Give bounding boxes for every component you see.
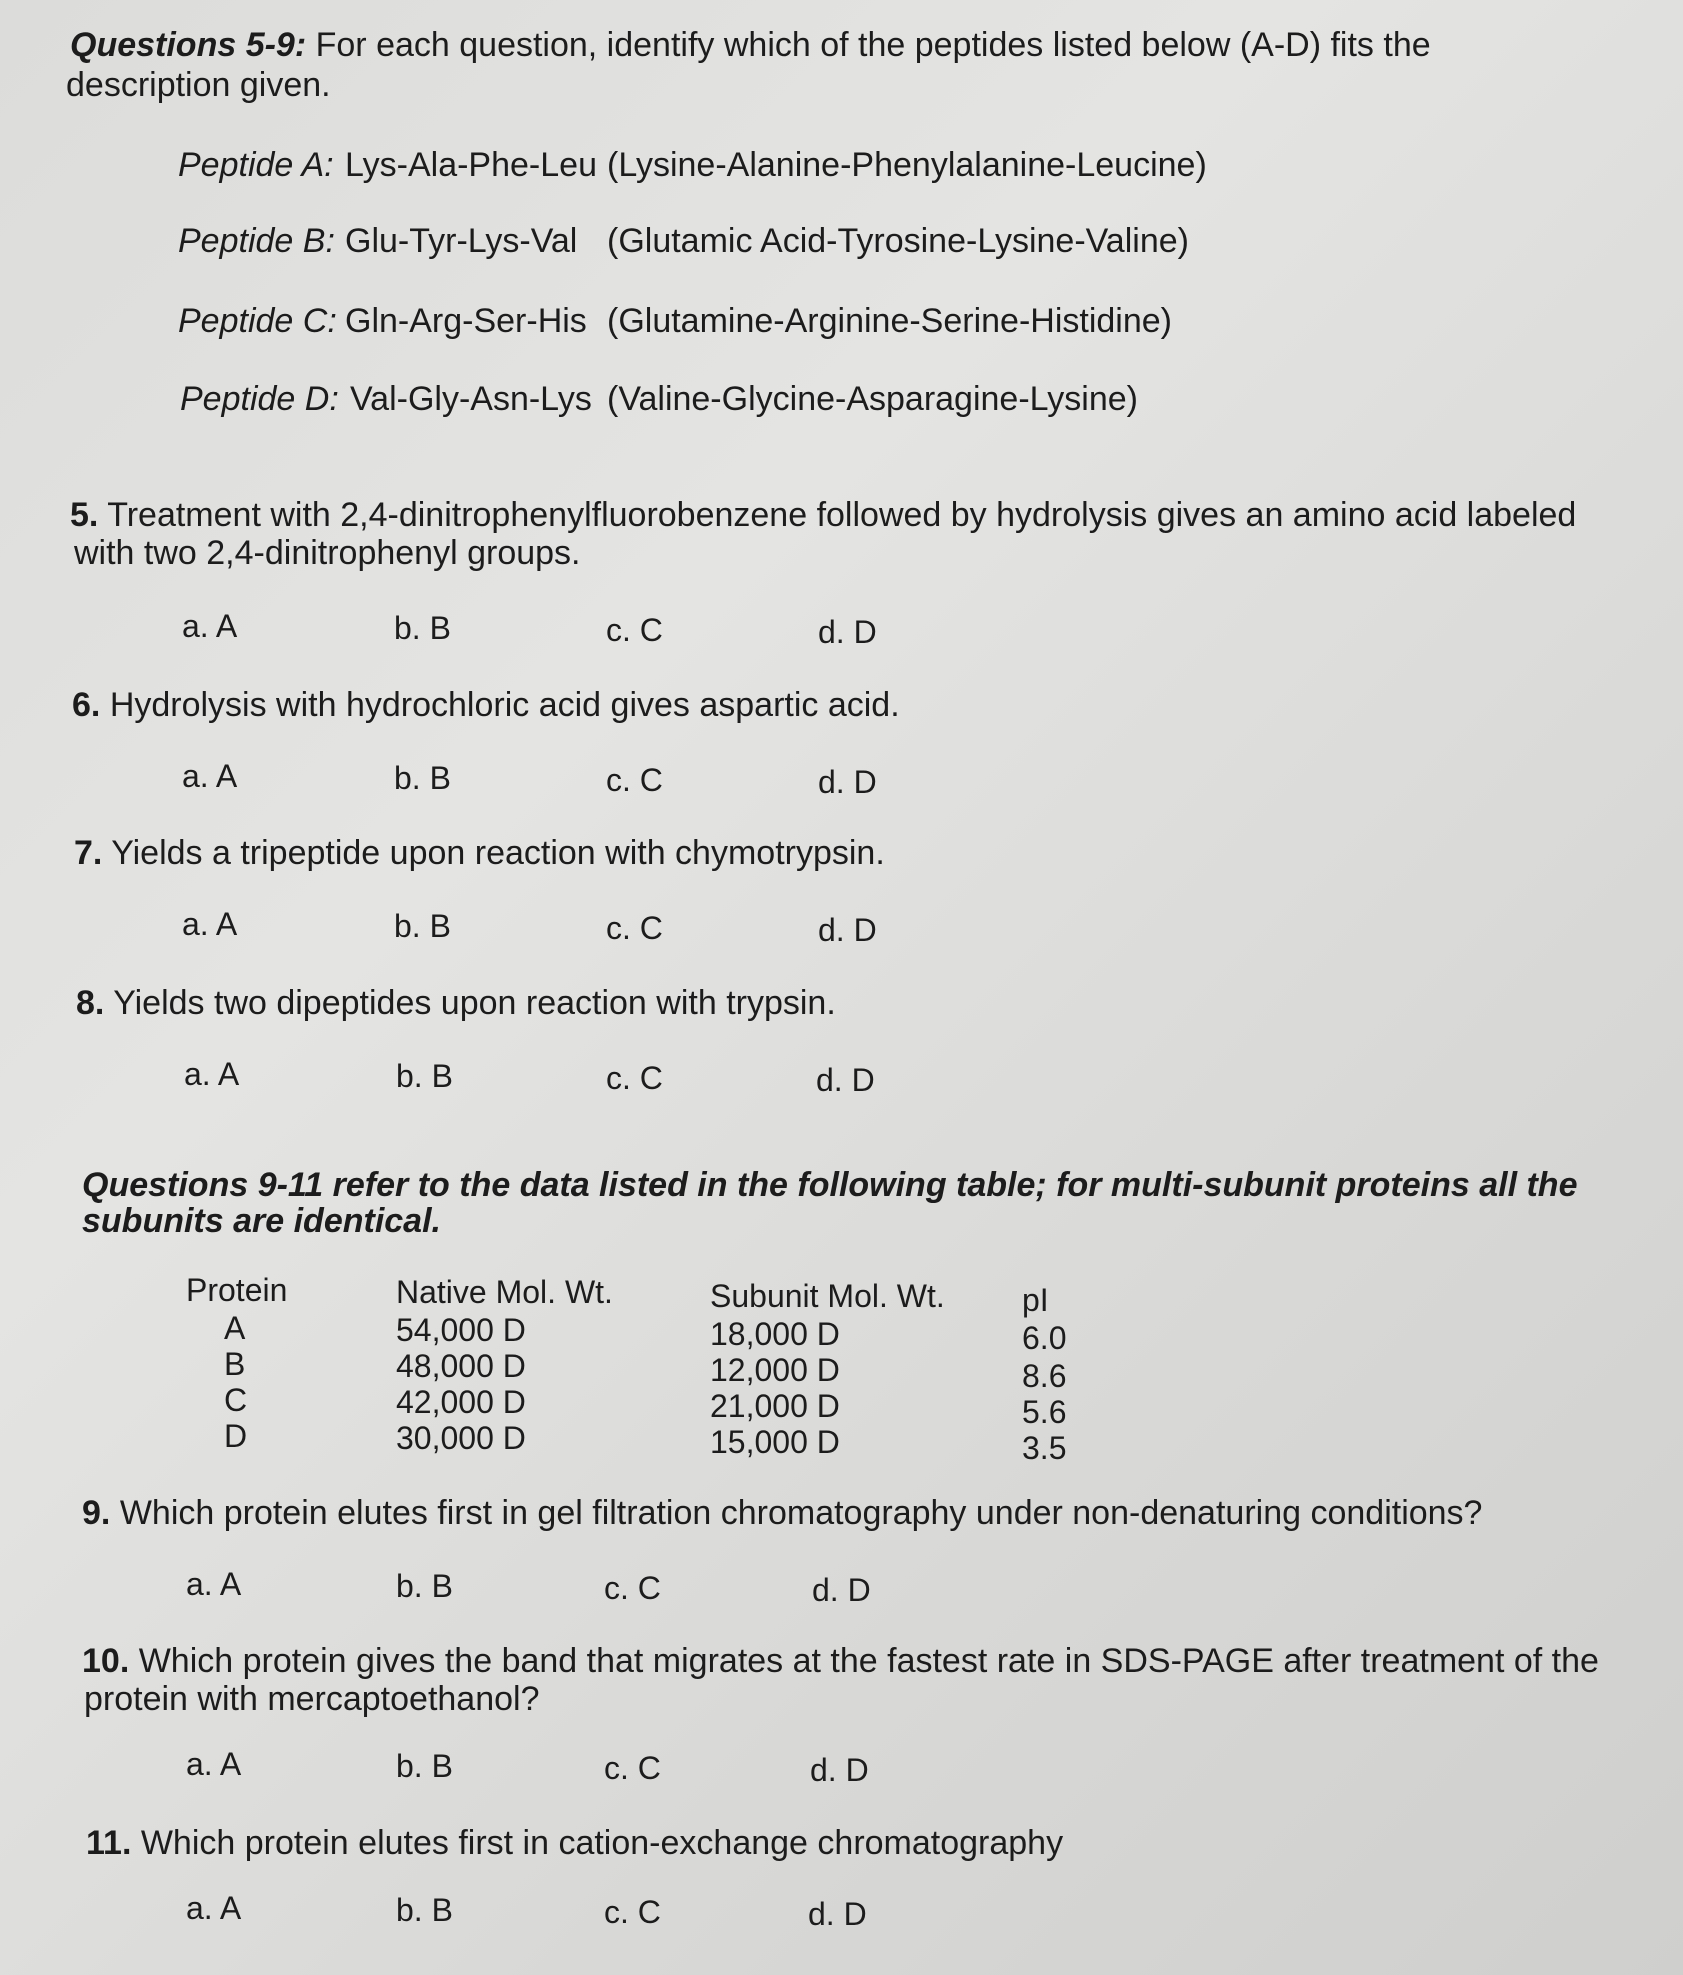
question-text: Which protein elutes first in gel filtration chromatography under non-denaturing conditions? xyxy=(119,1494,1483,1532)
table-cell-subunit-mw: 15,000 D xyxy=(710,1424,840,1460)
option-a[interactable]: a. A xyxy=(186,1566,242,1602)
peptide-full-name: (Glutamine-Arginine-Serine-Histidine) xyxy=(607,302,1172,340)
question-11 xyxy=(86,1824,1063,1863)
peptide-full-name: (Valine-Glycine-Asparagine-Lysine) xyxy=(607,380,1139,418)
question-5 xyxy=(70,496,1576,535)
option-d[interactable]: d. D xyxy=(818,764,877,800)
question-10 xyxy=(82,1642,1599,1681)
table-cell-protein: C xyxy=(224,1382,248,1418)
question-text: Hydrolysis with hydrochloric acid gives aspartic acid. xyxy=(109,686,900,724)
option-d[interactable]: d. D xyxy=(816,1062,875,1098)
question-text-line2: with two 2,4-dinitrophenyl groups. xyxy=(74,534,581,572)
option-d[interactable]: d. D xyxy=(818,614,877,650)
question-6 xyxy=(72,686,900,725)
option-a[interactable]: a. A xyxy=(182,608,238,644)
table-cell-pi: 8.6 xyxy=(1022,1358,1067,1394)
option-b[interactable]: b. B xyxy=(396,1892,453,1928)
table-cell-protein: A xyxy=(224,1310,246,1346)
option-a[interactable]: a. A xyxy=(186,1746,242,1782)
question-text: Treatment with 2,4-dinitrophenylfluorobenzene followed by hydrolysis gives an amino acid labeled xyxy=(107,496,1577,534)
peptide-a xyxy=(178,146,334,185)
peptide-label: Peptide B: xyxy=(178,222,335,260)
option-b[interactable]: b. B xyxy=(396,1748,453,1784)
option-b[interactable]: b. B xyxy=(396,1568,453,1604)
option-d[interactable]: d. D xyxy=(810,1752,869,1788)
peptide-label: Peptide A: xyxy=(178,146,334,184)
question-number: 5. xyxy=(70,496,99,534)
option-d[interactable]: d. D xyxy=(818,912,877,948)
peptide-d xyxy=(180,380,339,419)
question-text: Which protein gives the band that migrates at the fastest rate in SDS-PAGE after treatment of the xyxy=(138,1642,1599,1680)
table-cell-pi: 5.6 xyxy=(1022,1394,1067,1430)
question-number: 10. xyxy=(82,1642,130,1680)
question-9 xyxy=(82,1494,1482,1533)
table-cell-native-mw: 42,000 D xyxy=(396,1384,526,1420)
question-text-line2: protein with mercaptoethanol? xyxy=(84,1680,540,1718)
option-c[interactable]: c. C xyxy=(606,910,663,946)
option-a[interactable]: a. A xyxy=(182,906,238,942)
peptide-seq: Lys-Ala-Phe-Leu xyxy=(345,146,597,184)
peptide-seq: Glu-Tyr-Lys-Val xyxy=(345,222,578,260)
option-c[interactable]: c. C xyxy=(606,762,663,798)
peptide-full-name: (Lysine-Alanine-Phenylalanine-Leucine) xyxy=(607,146,1207,184)
table-header-protein: Protein xyxy=(186,1272,288,1308)
section1-heading xyxy=(70,26,1431,65)
option-b[interactable]: b. B xyxy=(394,760,451,796)
question-number: 6. xyxy=(72,686,101,724)
question-number: 11. xyxy=(86,1824,132,1862)
section1-heading-text: For each question, identify which of the peptides listed below (A-D) fits the xyxy=(315,26,1431,64)
table-cell-subunit-mw: 21,000 D xyxy=(710,1388,840,1424)
section2-heading: Questions 9-11 refer to the data listed in the following table; for multi-subunit proteins all the xyxy=(82,1166,1578,1204)
question-number: 8. xyxy=(76,984,105,1022)
option-c[interactable]: c. C xyxy=(604,1570,661,1606)
option-d[interactable]: d. D xyxy=(812,1572,871,1608)
question-text: Yields two dipeptides upon reaction with trypsin. xyxy=(113,984,836,1022)
peptide-full-name: (Glutamic Acid-Tyrosine-Lysine-Valine) xyxy=(607,222,1189,260)
peptide-c xyxy=(178,302,337,341)
question-7 xyxy=(74,834,885,873)
table-cell-pi: 3.5 xyxy=(1022,1430,1067,1466)
option-d[interactable]: d. D xyxy=(808,1896,867,1932)
question-text: Yields a tripeptide upon reaction with chymotrypsin. xyxy=(111,834,885,872)
table-cell-native-mw: 30,000 D xyxy=(396,1420,526,1456)
peptide-b xyxy=(178,222,335,261)
section1-heading-bold: Questions 5-9: xyxy=(70,26,307,64)
table-cell-subunit-mw: 18,000 D xyxy=(710,1316,840,1352)
option-a[interactable]: a. A xyxy=(182,758,238,794)
table-cell-subunit-mw: 12,000 D xyxy=(710,1352,840,1388)
peptide-label: Peptide D: xyxy=(180,380,339,418)
section2-heading-line2: subunits are identical. xyxy=(82,1202,441,1240)
option-c[interactable]: c. C xyxy=(604,1894,661,1930)
table-header-pi: pI xyxy=(1022,1282,1049,1318)
question-number: 7. xyxy=(74,834,103,872)
option-b[interactable]: b. B xyxy=(394,610,451,646)
peptide-seq: Val-Gly-Asn-Lys xyxy=(350,380,592,418)
question-text: Which protein elutes first in cation-exchange chromatography xyxy=(140,1824,1064,1862)
peptide-seq: Gln-Arg-Ser-His xyxy=(345,302,587,340)
option-a[interactable]: a. A xyxy=(184,1056,240,1092)
question-number: 9. xyxy=(82,1494,111,1532)
section1-heading-line2: description given. xyxy=(66,66,331,104)
table-cell-protein: B xyxy=(224,1346,246,1382)
option-c[interactable]: c. C xyxy=(604,1750,661,1786)
table-cell-native-mw: 48,000 D xyxy=(396,1348,526,1384)
option-c[interactable]: c. C xyxy=(606,1060,663,1096)
table-header-subunit-mw: Subunit Mol. Wt. xyxy=(710,1278,945,1314)
option-b[interactable]: b. B xyxy=(394,908,451,944)
option-b[interactable]: b. B xyxy=(396,1058,453,1094)
option-a[interactable]: a. A xyxy=(186,1890,242,1926)
table-cell-native-mw: 54,000 D xyxy=(396,1312,526,1348)
table-cell-protein: D xyxy=(224,1418,248,1454)
option-c[interactable]: c. C xyxy=(606,612,663,648)
peptide-label: Peptide C: xyxy=(178,302,337,340)
question-8 xyxy=(76,984,836,1023)
table-cell-pi: 6.0 xyxy=(1022,1320,1067,1356)
table-header-native-mw: Native Mol. Wt. xyxy=(396,1274,613,1310)
